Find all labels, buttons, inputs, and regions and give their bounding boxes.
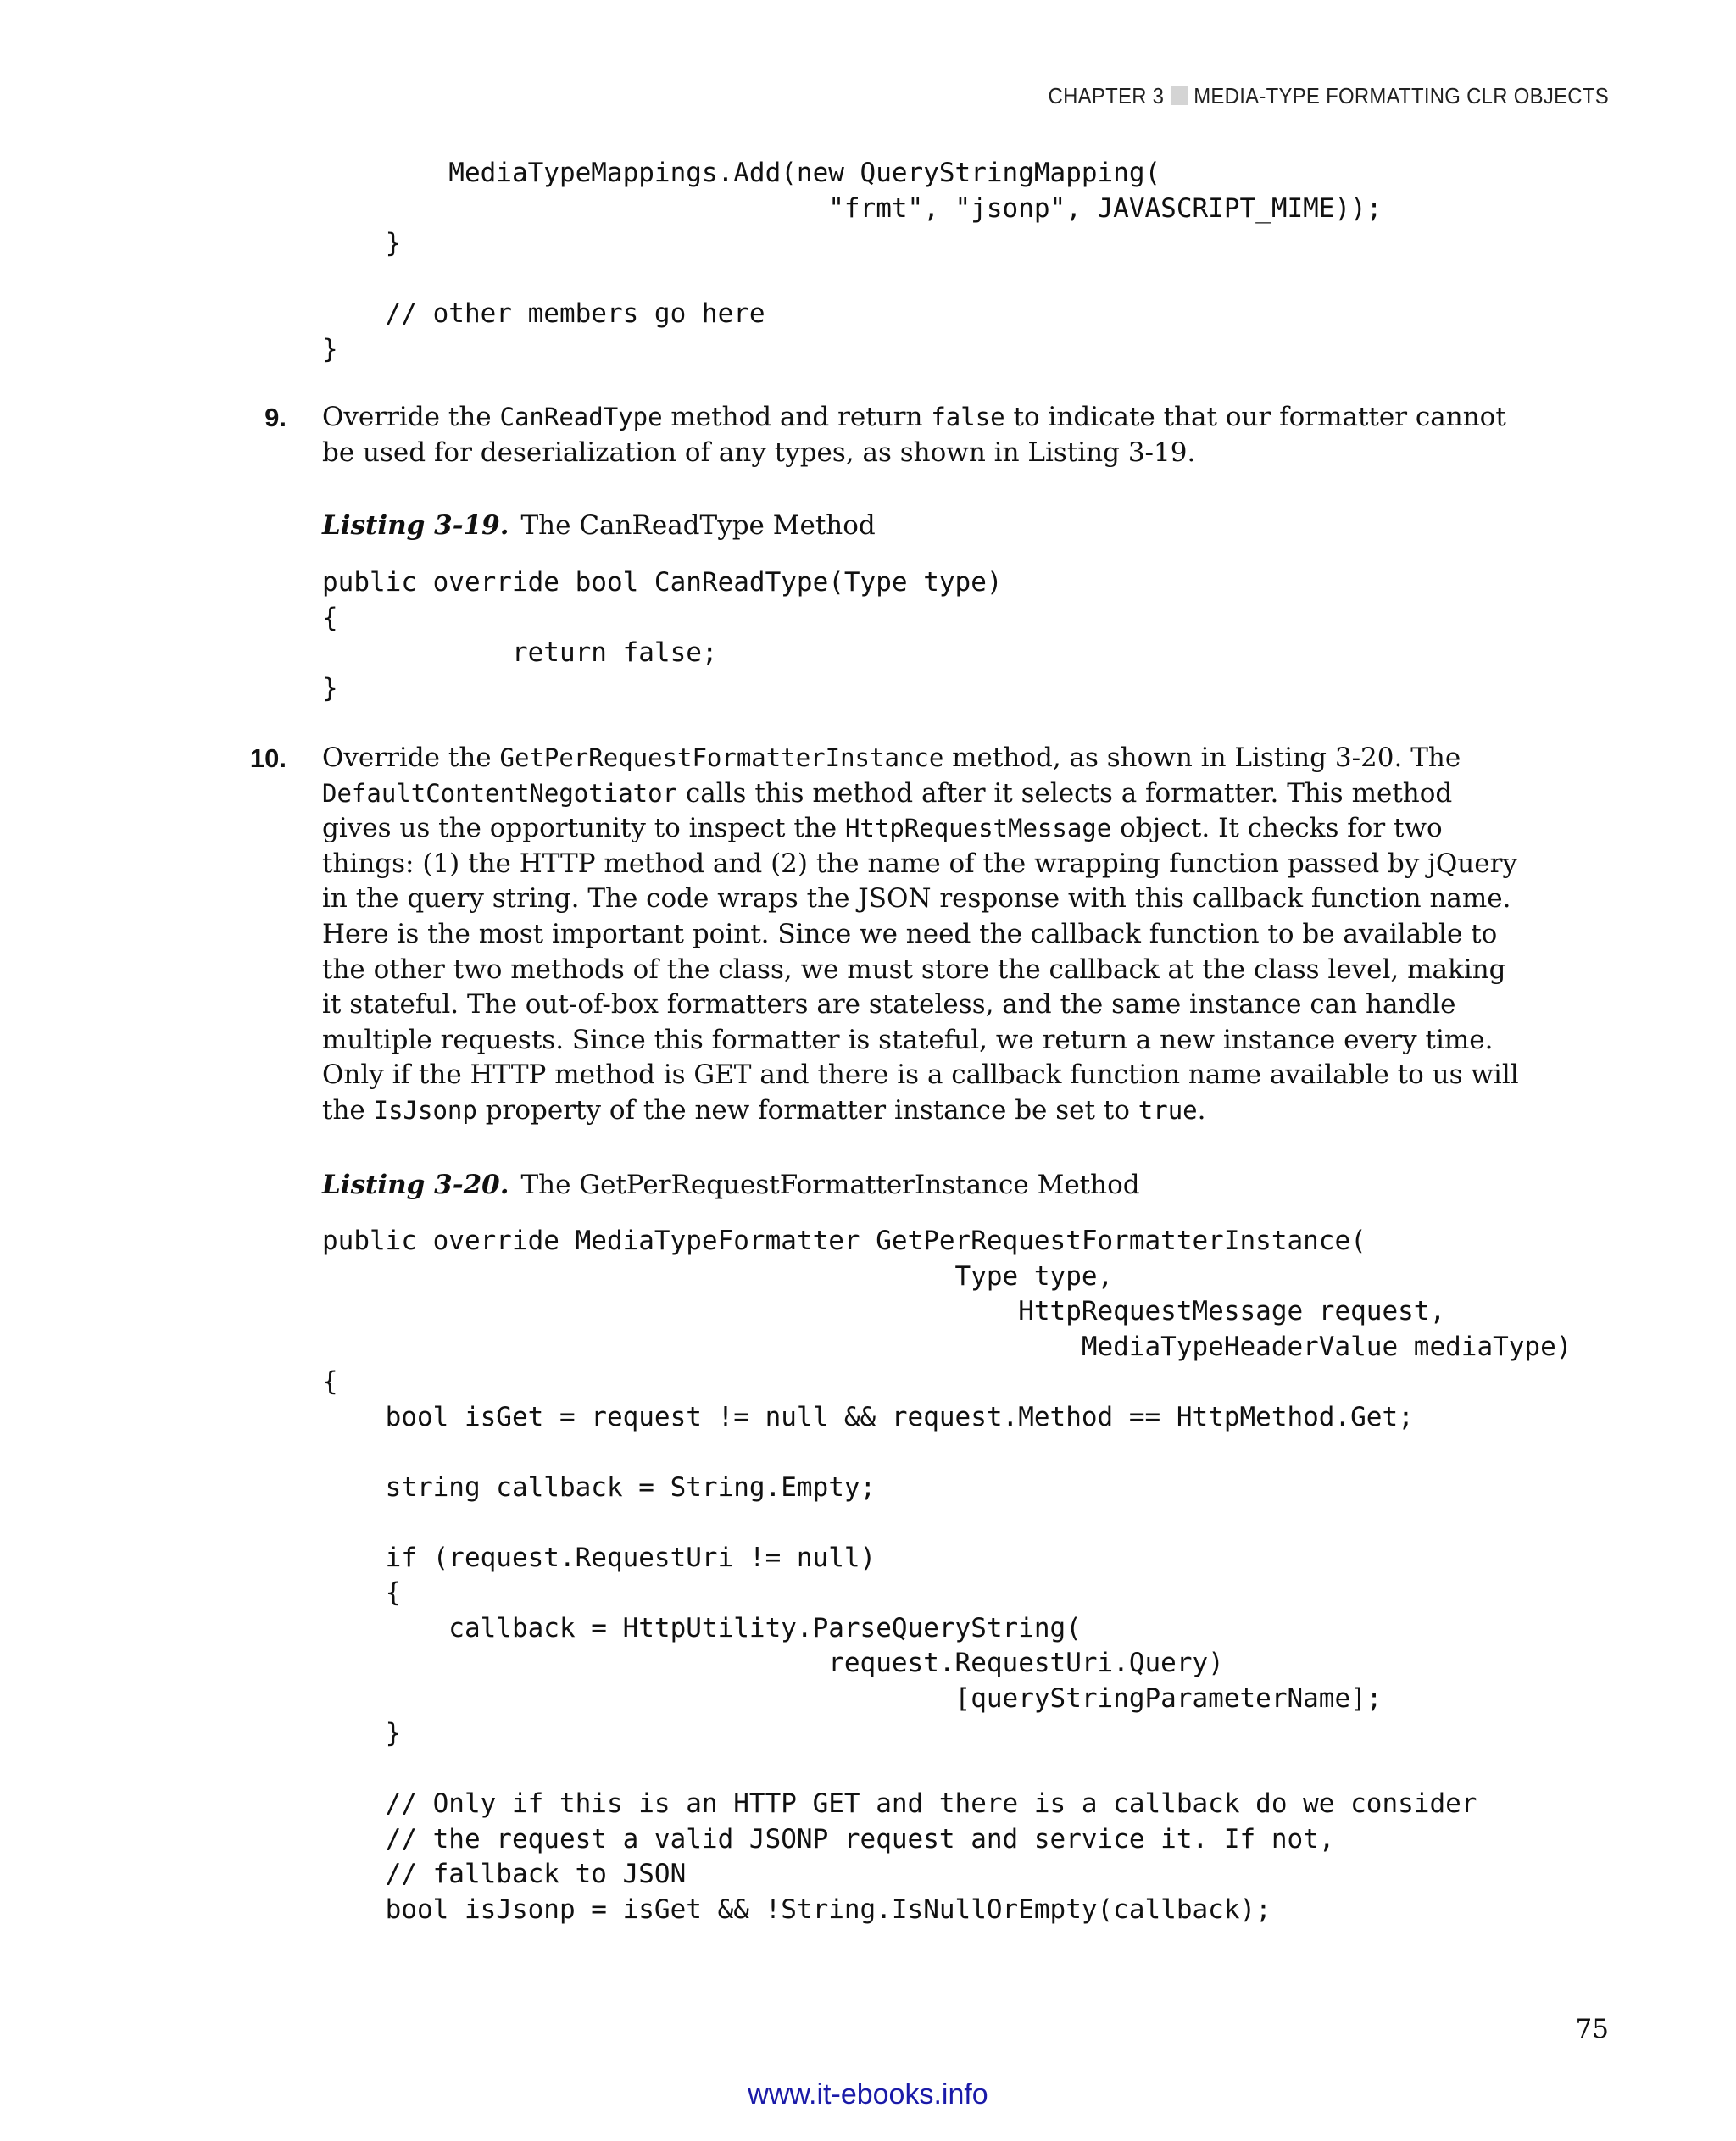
text-run: be used for deserialization of any types, as shown in Listing 3-19. — [322, 437, 1196, 468]
listing-label: Listing 3-20. — [322, 1170, 509, 1200]
chapter-title: MEDIA-TYPE FORMATTING CLR OBJECTS — [1194, 83, 1609, 108]
paragraph-line — [322, 741, 1461, 776]
text-run: Only if the HTTP method is GET and there is a callback function name available to us will — [322, 1059, 1519, 1091]
step-10-number: 10. — [249, 743, 287, 773]
text-run: multiple requests. Since this formatter is stateful, we return a new instance every time. — [322, 1024, 1494, 1055]
paragraph-line — [322, 917, 1498, 953]
text-run: the — [322, 1094, 374, 1126]
footer-website-link[interactable]: www.it-ebooks.info — [748, 2078, 988, 2110]
header-square-icon — [1171, 86, 1188, 105]
paragraph-line — [322, 1023, 1494, 1059]
text-run: it stateful. The out-of-box formatters are stateless, and the same instance can handle — [322, 989, 1456, 1020]
paragraph-line — [322, 811, 1441, 847]
paragraph-line — [322, 1093, 1441, 1129]
text-run: the other two methods of the class, we must store the callback at the class level, making — [322, 954, 1506, 985]
text-run: gives us the opportunity to inspect the — [322, 813, 845, 844]
text-run: Override the — [322, 742, 500, 773]
step-10-text — [322, 741, 1519, 1129]
inline-code: true — [1138, 1095, 1198, 1125]
listing-3-19-code: public override bool CanReadType(Type type) { return false; } — [322, 567, 1003, 703]
listing-title: The GetPerRequestFormatterInstance Method — [520, 1170, 1140, 1200]
inline-code: GetPerRequestFormatterInstance — [499, 743, 944, 772]
listing-label: Listing 3-19. — [322, 510, 509, 541]
paragraph-line — [322, 953, 1506, 988]
listing-3-19-caption — [322, 509, 876, 543]
step-9-text — [322, 400, 1506, 470]
inline-code: false — [931, 403, 1005, 431]
paragraph-line — [322, 776, 1453, 812]
page-number: 75 — [1575, 2014, 1609, 2044]
text-run: . — [1197, 1094, 1206, 1126]
text-run: Override the — [322, 402, 500, 432]
paragraph-line — [322, 987, 1456, 1023]
listing-title: The CanReadType Method — [520, 510, 876, 541]
text-run: calls this method after it selects a formatter. This method — [677, 777, 1453, 809]
text-run: to indicate that our formatter cannot — [1004, 402, 1506, 432]
paragraph-line — [322, 1058, 1519, 1093]
paragraph-line — [322, 400, 1506, 436]
text-run: property of the new formatter instance be set to — [476, 1094, 1138, 1126]
paragraph-line — [322, 881, 1511, 917]
step-9-number: 9. — [264, 403, 287, 432]
inline-code: DefaultContentNegotiator — [322, 778, 678, 808]
inline-code: CanReadType — [499, 403, 663, 431]
paragraph-line — [322, 436, 1441, 471]
text-run: object. It checks for two — [1111, 813, 1443, 844]
inline-code: HttpRequestMessage — [844, 814, 1112, 843]
paragraph-line — [322, 847, 1517, 882]
text-run: method and return — [662, 402, 932, 432]
chapter-label: CHAPTER 3 — [1048, 83, 1165, 108]
code-block-top: MediaTypeMappings.Add(new QueryStringMapping( "frmt", "jsonp", JAVASCRIPT_MIME)); } // other members go here } — [322, 158, 1383, 364]
inline-code: IsJsonp — [373, 1095, 477, 1125]
running-header — [1049, 83, 1609, 109]
text-run: Here is the most important point. Since we need the callback function to be available to — [322, 918, 1498, 949]
listing-3-20-caption — [322, 1168, 1140, 1203]
listing-3-20-code: public override MediaTypeFormatter GetPerRequestFormatterInstance( Type type, HttpRequestMessage request, MediaTypeHeaderValue mediaType) { bool isGet = request != null && request.Method == HttpMethod.Get; string callback = String.Empty; if (request.RequestUri != null) { callback = HttpUtility.ParseQueryString( request.RequestUri.Query) [queryStringParameterName]; } // Only if this is an HTTP GET and there is a callback do we consider // the request a valid JSONP request and service it. If not, // fallback to JSON bool isJsonp = isGet && !String.IsNullOrEmpty(callback); — [322, 1226, 1572, 1925]
text-run: method, as shown in Listing 3-20. The — [943, 742, 1461, 773]
text-run: in the query string. The code wraps the JSON response with this callback function name. — [322, 883, 1511, 915]
text-run: things: (1) the HTTP method and (2) the name of the wrapping function passed by jQuery — [322, 848, 1517, 879]
